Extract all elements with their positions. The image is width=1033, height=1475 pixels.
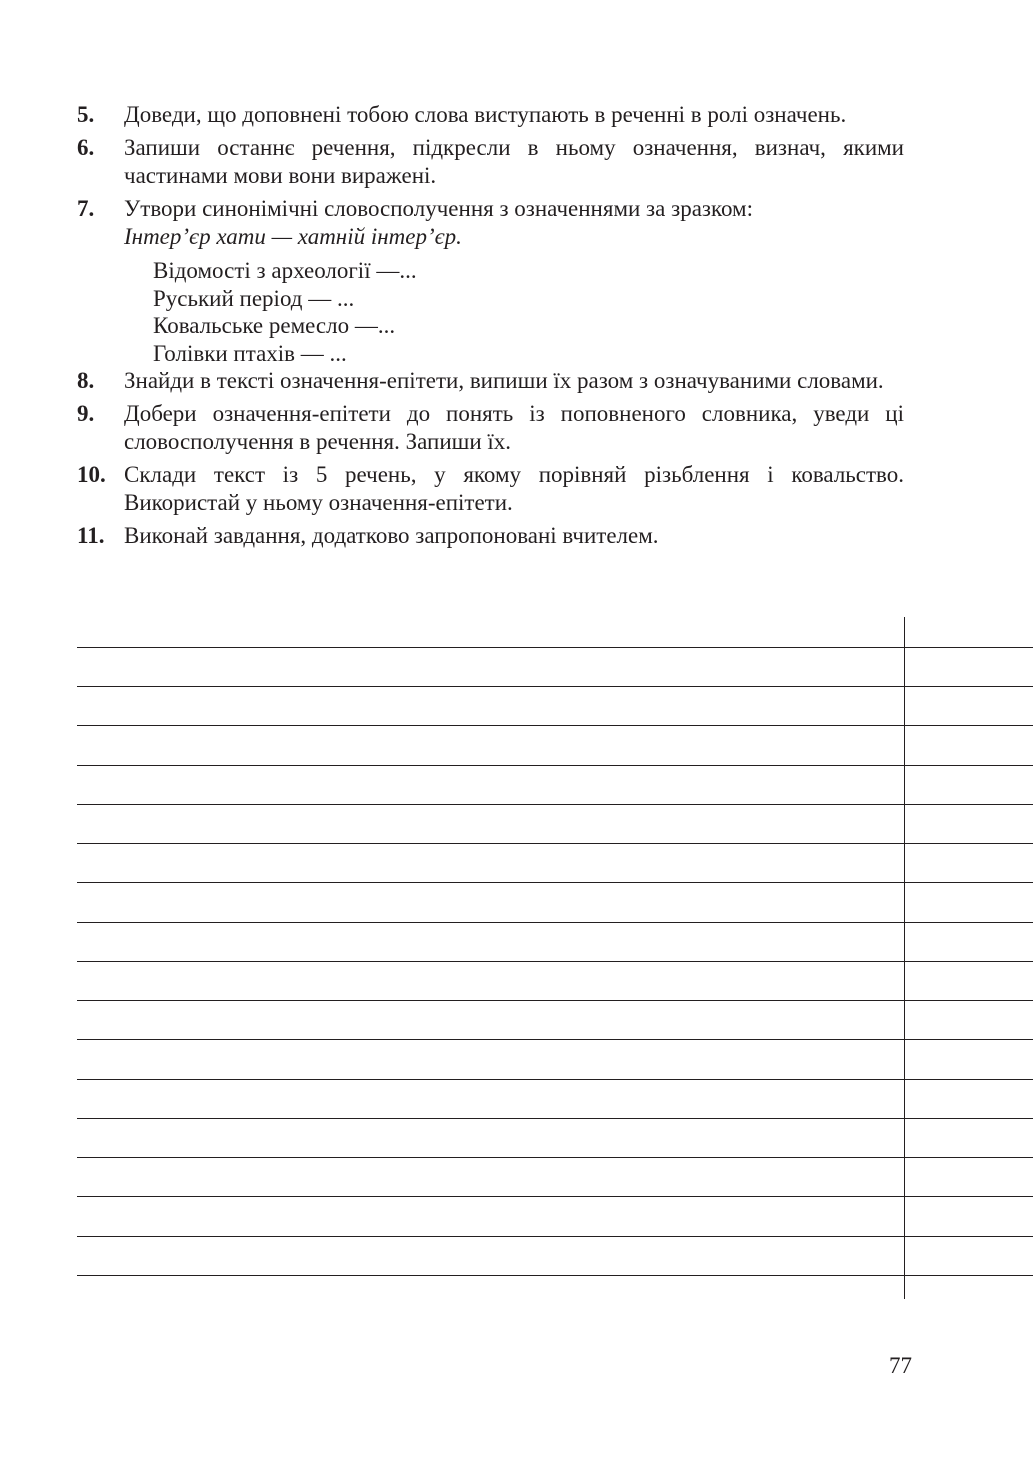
task-list (77, 101, 904, 555)
task-number: 6. (77, 135, 95, 160)
list-item: Відомості з археології —... (153, 258, 417, 283)
task-text: Доведи, що доповнені тобою слова виступають в реченні в ролі означень. (124, 102, 847, 127)
task-11 (77, 522, 904, 550)
task-5 (77, 101, 904, 129)
writing-line (77, 1236, 1033, 1237)
example-list (153, 257, 904, 367)
task-text: Утвори синонімічні словосполучення з означеннями за зразком: (124, 196, 753, 221)
task-10 (77, 461, 904, 517)
margin-line (904, 617, 905, 1299)
writing-line (77, 922, 1033, 923)
task-text: Добери означення-епітети до понять із поповненого словника, уведи ці словосполучення в речення. Запиши їх. (124, 401, 904, 454)
task-8 (77, 367, 904, 395)
writing-line (77, 686, 1033, 687)
writing-line (77, 1275, 1033, 1276)
writing-line (77, 804, 1033, 805)
task-number: 8. (77, 368, 95, 393)
list-item: Ковальське ремесло —... (153, 313, 396, 338)
task-number: 9. (77, 401, 95, 426)
writing-line (77, 1039, 1033, 1040)
writing-line (77, 765, 1033, 766)
list-item: Голівки птахів — ... (153, 340, 347, 366)
list-item: Руський період — ... (153, 285, 355, 311)
writing-line (77, 647, 1033, 648)
task-6 (77, 134, 904, 190)
writing-line (77, 961, 1033, 962)
task-9 (77, 400, 904, 456)
task-text: Запиши останнє речення, підкресли в ньому означення, визнач, якими частинами мови вони виражені. (124, 135, 904, 188)
task-7 (77, 195, 904, 367)
writing-line (77, 1079, 1033, 1080)
writing-line (77, 1196, 1033, 1197)
page-number: 77 (889, 1353, 912, 1378)
task-number: 11. (77, 523, 105, 548)
writing-line (77, 725, 1033, 726)
task-text: Склади текст із 5 речень, у якому порівняй різьблення і ковальство. Використай у ньому означення-епітети. (124, 462, 904, 515)
writing-line (77, 1157, 1033, 1158)
writing-line (77, 882, 1033, 883)
task-number: 10. (77, 462, 106, 487)
task-text: Знайди в тексті означення-епітети, випиши їх разом з означуваними словами. (124, 368, 884, 393)
task-example: Інтер’єр хати — хатній інтер’єр. (124, 224, 462, 249)
task-text: Виконай завдання, додатково запропоновані вчителем. (124, 523, 659, 548)
task-number: 5. (77, 102, 95, 127)
writing-line (77, 843, 1033, 844)
writing-line (77, 1000, 1033, 1001)
writing-line (77, 1118, 1033, 1119)
task-number: 7. (77, 196, 95, 221)
